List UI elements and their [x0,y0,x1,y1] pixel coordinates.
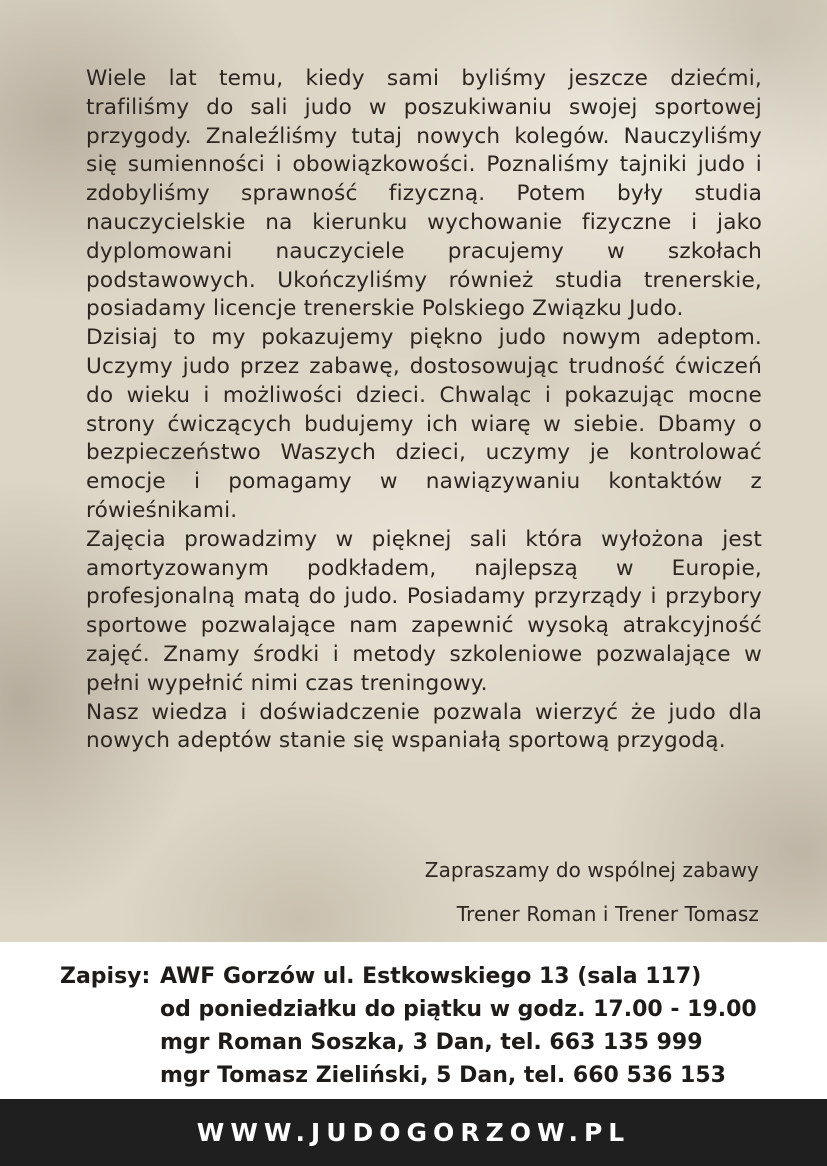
paragraph-closing: Nasz wiedza i doświadczenie pozwala wierzyć że judo dla nowych adeptów stanie się wspaniałą sportową przygodą. [86,699,762,754]
hours-text: od poniedziałku do piątku w godz. 17.00 - 19.00 [160,997,757,1022]
main-text [86,65,762,756]
address-text: AWF Gorzów ul. Estkowskiego 13 (sala 117) [160,964,702,989]
coach-roman-contact: mgr Roman Soszka, 3 Dan, tel. 663 135 999 [160,1030,703,1055]
trainers-signature: Trener Roman i Trener Tomasz [456,902,759,926]
signup-label: Zapisy: [60,964,151,989]
paragraph-intro: Wiele lat temu, kiedy sami byliśmy jeszcze dziećmi, trafiliśmy do sali judo w poszukiwaniu swojej sportowej przygody. Znaleźliśmy tutaj nowych kolegów. Nauczyliśmy się sumienności i obowiązkowości. Poznaliśmy tajniki judo i zdobyliśmy sprawność fizyczną. Potem były studia nauczycielskie na kierunku wychowanie fizyczne i jako dyplomowani nauczyciele pracujemy w szkołach podstawowych. Ukończyliśmy również studia trenerskie, posiadamy licencje trenerskie Polskiego Związku Judo. [86,66,762,322]
invitation-line: Zapraszamy do wspólnej zabawy [424,858,759,882]
website-link[interactable]: WWW.JUDOGORZOW.PL [196,1118,631,1147]
paragraph-facilities: Zajęcia prowadzimy w pięknej sali która wyłożona jest amortyzowanym podkładem, najlepszą w Europie, profesjonalną matą do judo. Posiadamy przyrządy i przybory sportowe pozwalające nam zapewnić wysoką atrakcyjność zajęć. Znamy środki i metody szkoleniowe pozwalające w pełni wypełnić nimi czas treningowy. [86,526,762,696]
contact-section [60,960,800,1092]
paragraph-teaching: Dzisiaj to my pokazujemy piękno judo nowym adeptom. Uczymy judo przez zabawę, dostosowując trudność ćwiczeń do wieku i możliwości dzieci. Chwaląc i pokazując mocne strony ćwiczących budujemy ich wiarę w siebie. Dbamy o bezpieczeństwo Waszych dzieci, uczymy je kontrolować emocje i pomagamy w nawiązywaniu kontaktów z rówieśnikami. [86,325,762,523]
footer-bar [0,1099,827,1166]
contact-address-row [60,960,800,993]
coach-tomasz-contact: mgr Tomasz Zieliński, 5 Dan, tel. 660 536 153 [160,1063,726,1088]
